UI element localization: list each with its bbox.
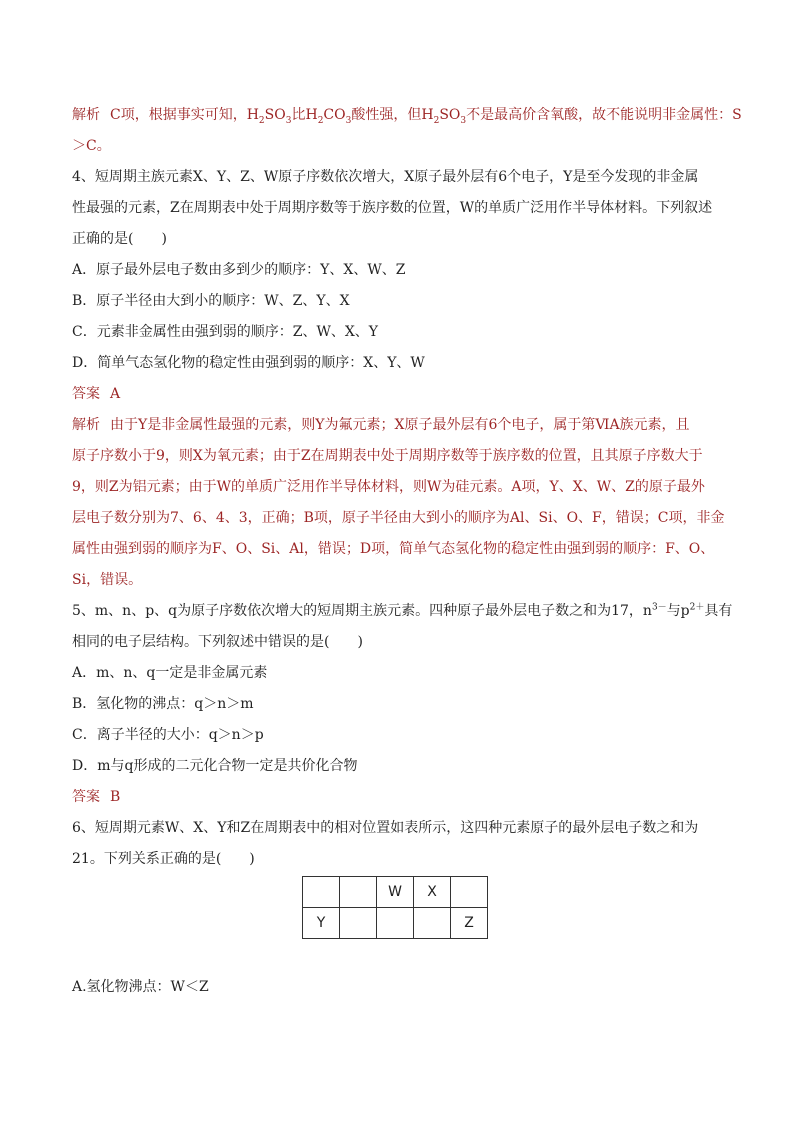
table-cell: W <box>377 877 414 908</box>
q5-option-a: A．m、n、q一定是非金属元素 <box>72 665 268 681</box>
q5-answer: 答案 B <box>72 789 121 805</box>
q4-answer: 答案 A <box>72 386 121 402</box>
table-cell: X <box>414 877 451 908</box>
periodic-position-table <box>302 876 488 939</box>
q6-stem-line-1: 6、短周期元素W、X、Y和Z在周期表中的相对位置如表所示，这四种元素原子的最外层电子数之和为 <box>72 820 699 836</box>
q6-option-a: A.氢化物沸点：W＜Z <box>72 979 209 995</box>
prev-analysis-line-1: 解析 C项，根据事实可知，$H_2SO_3$比$H_2CO_3$酸性强，但$H_2SO_3$不是最高价含氧酸，故不能说明非金属性：S <box>72 107 742 126</box>
table-cell: Y <box>303 908 340 939</box>
q4-analysis-line-2: 原子序数小于9，则X为氧元素；由于Z在周期表中处于周期序数等于族序数的位置，且其原子序数大于 <box>72 448 703 464</box>
q4-analysis-line-6: Si，错误。 <box>72 572 143 588</box>
q4-option-a: A．原子最外层电子数由多到少的顺序：Y、X、W、Z <box>72 262 406 278</box>
table-cell <box>340 877 377 908</box>
q4-analysis-line-5: 属性由强到弱的顺序为F、O、Si、Al，错误；D项，简单气态氢化物的稳定性由强到弱的顺序：F、O、 <box>72 541 715 557</box>
document-page <box>72 100 742 875</box>
q6-stem-line-2: 21。下列关系正确的是( ) <box>72 851 255 867</box>
prev-analysis-line-2: ＞C。 <box>72 138 111 154</box>
q4-analysis-line-1: 解析 由于Y是非金属性最强的元素，则Y为氟元素；X原子最外层有6个电子，属于第ⅥA族元素，且 <box>72 417 690 433</box>
table-cell <box>451 877 488 908</box>
q4-analysis-line-3: 9，则Z为铝元素；由于W的单质广泛用作半导体材料，则W为硅元素。A项，Y、X、W、Z的原子最外 <box>72 479 705 495</box>
table-cell <box>414 908 451 939</box>
q4-option-c: C．元素非金属性由强到弱的顺序：Z、W、X、Y <box>72 324 379 340</box>
analysis-label: 解析 <box>72 107 100 123</box>
q4-option-b: B．原子半径由大到小的顺序：W、Z、Y、X <box>72 293 350 309</box>
table-row <box>303 908 488 939</box>
q4-stem-line-3: 正确的是( ) <box>72 231 167 247</box>
q4-stem-line-1: 4、短周期主族元素X、Y、Z、W原子序数依次增大，X原子最外层有6个电子，Y是至今发现的非金属 <box>72 169 699 185</box>
q5-option-d: D．m与q形成的二元化合物一定是共价化合物 <box>72 758 358 774</box>
q5-stem-line-2: 相同的电子层结构。下列叙述中错误的是( ) <box>72 634 363 650</box>
table-row <box>303 877 488 908</box>
table-cell: Z <box>451 908 488 939</box>
q4-analysis-line-4: 层电子数分别为7、6、4、3，正确；B项，原子半径由大到小的顺序为Al、Si、O、F，错误；C项，非金 <box>72 510 725 526</box>
q4-option-d: D．简单气态氢化物的稳定性由强到弱的顺序：X、Y、W <box>72 355 425 371</box>
q5-option-b: B．氢化物的沸点：q＞n＞m <box>72 696 254 712</box>
q5-option-c: C．离子半径的大小：q＞n＞p <box>72 727 264 743</box>
q4-stem-line-2: 性最强的元素，Z在周期表中处于周期序数等于族序数的位置，W的单质广泛用作半导体材料。下列叙述 <box>72 200 713 216</box>
table-cell <box>340 908 377 939</box>
table-cell <box>377 908 414 939</box>
q5-stem-line-1: 5、m、n、p、q为原子序数依次增大的短周期主族元素。四种原子最外层电子数之和为17，$n^{3-}$与$p^{2+}$具有 <box>72 602 733 619</box>
table-cell <box>303 877 340 908</box>
